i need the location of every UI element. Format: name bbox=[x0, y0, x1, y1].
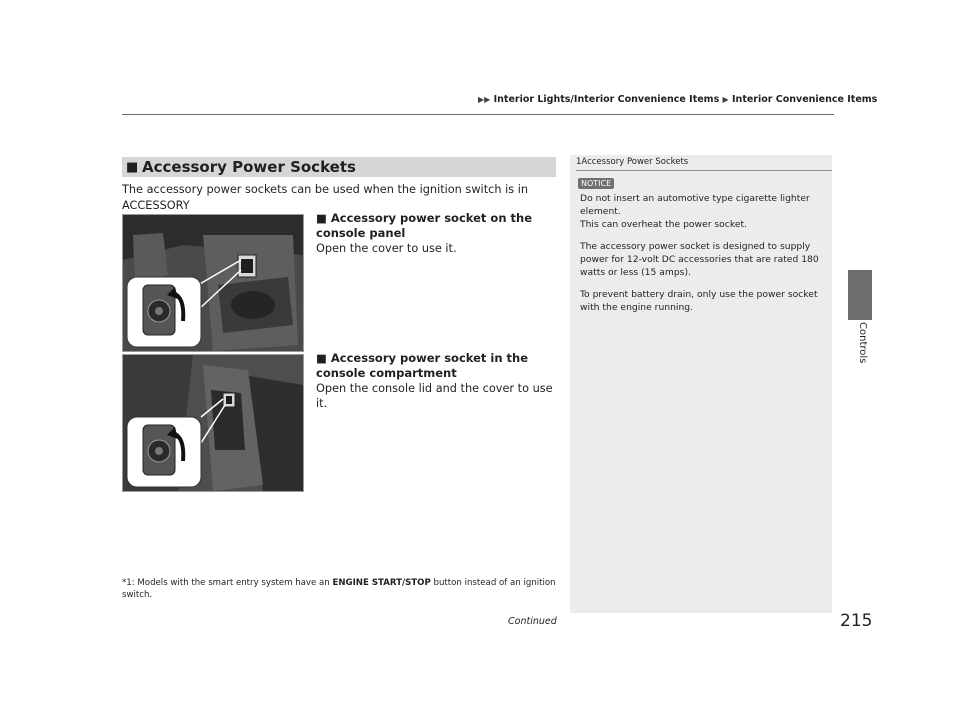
note-title bbox=[576, 157, 688, 167]
console-compartment-socket-image bbox=[122, 354, 304, 492]
side-tab bbox=[848, 270, 872, 320]
footnote-prefix: *1: Models with the smart entry system have an bbox=[122, 578, 330, 588]
breadcrumb-part-1: Interior Lights/Interior Convenience Items bbox=[493, 94, 720, 105]
console-panel-socket-image bbox=[122, 214, 304, 352]
double-arrow-icon: ▶▶ bbox=[478, 95, 491, 104]
arrow-icon: ▶ bbox=[722, 95, 729, 104]
footnote-suffix: button instead of an ignition switch. bbox=[122, 578, 556, 600]
page-number: 215 bbox=[840, 611, 873, 631]
note-rule bbox=[576, 170, 832, 171]
note-p3: The accessory power socket is designed to supply power for 12-volt DC accessories that are rated 180 watts or less (15 amps). bbox=[580, 241, 819, 278]
note-p4: To prevent battery drain, only use the power socket with the engine running. bbox=[580, 289, 818, 313]
item-text: Open the console lid and the cover to use it. bbox=[316, 382, 553, 410]
note-body bbox=[580, 192, 824, 323]
footnote bbox=[122, 577, 562, 601]
item-console-compartment bbox=[316, 351, 556, 411]
breadcrumb bbox=[478, 94, 877, 105]
intro-text-a: The accessory power sockets can be used when the ignition switch is in ACCESSORY bbox=[122, 183, 529, 212]
section-marker: ■ bbox=[126, 160, 139, 175]
note-p2: This can overheat the power socket. bbox=[580, 219, 748, 230]
item-heading bbox=[316, 211, 556, 241]
console-panel-illustration bbox=[123, 215, 303, 351]
section-title: Accessory Power Sockets bbox=[142, 158, 356, 176]
item-heading-text: Accessory power socket on the console panel bbox=[316, 211, 532, 240]
side-tab-text: Controls bbox=[857, 322, 868, 364]
console-compartment-illustration bbox=[123, 355, 303, 491]
breadcrumb-part-2: Interior Convenience Items bbox=[732, 94, 878, 105]
item-heading-text: Accessory power socket in the console compartment bbox=[316, 351, 529, 380]
item-console-panel bbox=[316, 211, 556, 256]
continued-label: Continued bbox=[508, 616, 557, 627]
notice-badge: NOTICE bbox=[578, 178, 614, 189]
header-rule bbox=[122, 114, 834, 115]
side-tab-label bbox=[848, 322, 872, 382]
note-title-text: Accessory Power Sockets bbox=[581, 157, 689, 167]
item-heading bbox=[316, 351, 556, 381]
item-text: Open the cover to use it. bbox=[316, 242, 457, 255]
note-icon: 1 bbox=[576, 157, 582, 167]
item-marker: ■ bbox=[316, 211, 327, 225]
note-p1: Do not insert an automotive type cigarette lighter element. bbox=[580, 193, 810, 217]
section-heading bbox=[122, 157, 556, 177]
item-marker: ■ bbox=[316, 351, 327, 365]
footnote-bold: ENGINE START/STOP bbox=[332, 578, 431, 588]
